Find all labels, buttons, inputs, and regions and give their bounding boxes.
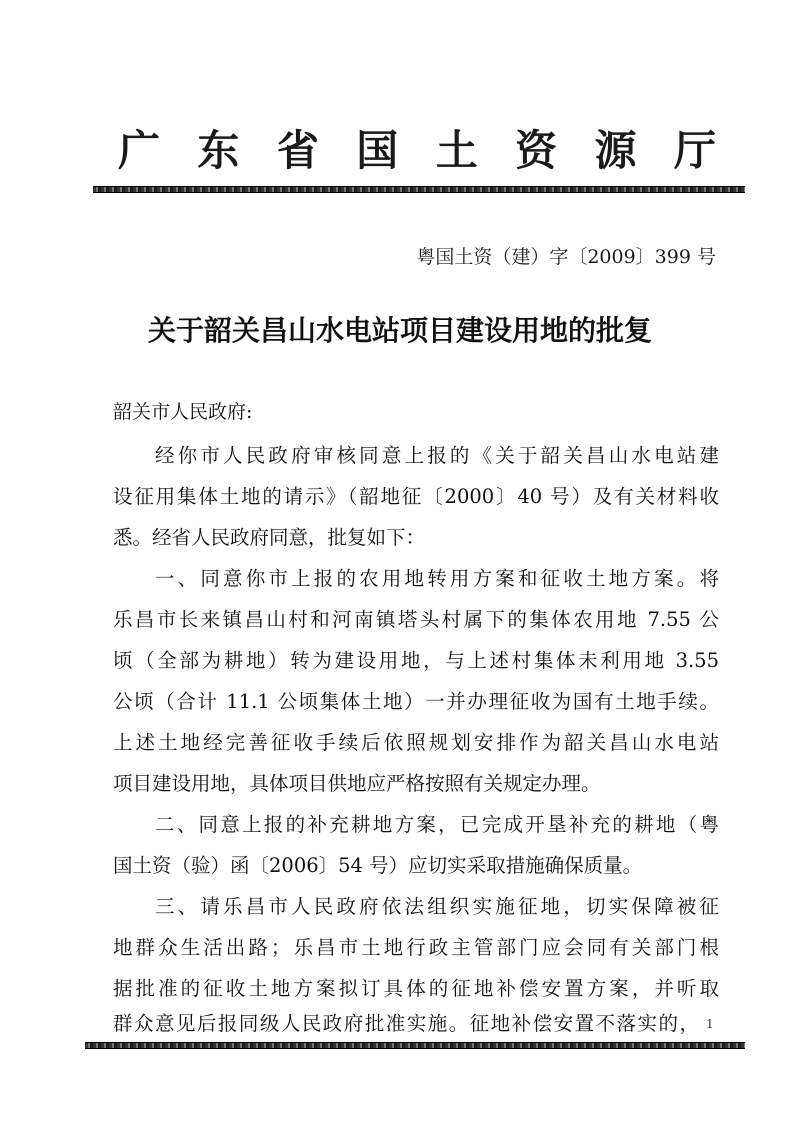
body-line: 乐昌市长来镇昌山村和河南镇塔头村属下的集体农用地 7.55 公	[113, 608, 719, 631]
page-number: 1	[706, 1017, 714, 1031]
body-line: 经你市人民政府审核同意上报的《关于韶关昌山水电站建	[155, 444, 719, 467]
salutation: 韶关市人民政府:	[113, 401, 253, 423]
body-line: 据批准的征收土地方案拟订具体的征地补偿安置方案，并听取	[113, 977, 719, 1000]
org-char: 东	[197, 126, 242, 175]
footer-divider	[85, 1042, 745, 1049]
org-char: 广	[118, 126, 163, 175]
org-char: 省	[276, 126, 321, 175]
body-line: 地群众生活出路；乐昌市土地行政主管部门应会同有关部门根	[113, 936, 719, 959]
document-title: 关于韶关昌山水电站项目建设用地的批复	[147, 314, 652, 347]
body-line: 设征用集体土地的请示》（韶地征〔2000〕40 号）及有关材料收	[113, 485, 719, 508]
org-char: 国	[356, 126, 401, 175]
org-char: 厅	[673, 126, 718, 175]
body-line: 二、同意上报的补充耕地方案，已完成开垦补充的耕地（粤	[155, 813, 719, 836]
body-line: 群众意见后报同级人民政府批准实施。征地补偿安置不落实的，	[113, 1012, 699, 1035]
org-char: 资	[515, 126, 560, 175]
body-line: 国土资（验）函〔2006〕54 号）应切实采取措施确保质量。	[113, 854, 643, 877]
body-line: 上述土地经完善征收手续后依照规划安排作为韶关昌山水电站	[113, 731, 719, 754]
document-number: 粤国土资（建）字〔2009〕399 号	[416, 246, 716, 268]
body-line: 三、请乐昌市人民政府依法组织实施征地，切实保障被征	[155, 895, 719, 918]
body-line: 一、同意你市上报的农用地转用方案和征收土地方案。将	[155, 567, 719, 590]
org-char: 源	[594, 126, 639, 175]
org-char: 土	[435, 126, 480, 175]
body-line: 公顷（合计 11.1 公顷集体土地）一并办理征收为国有土地手续。	[113, 690, 719, 713]
organization-header	[118, 118, 718, 178]
header-divider	[93, 186, 745, 193]
body-line: 项目建设用地，具体项目供地应严格按照有关规定办理。	[113, 772, 601, 795]
body-line: 悉。经省人民政府同意，批复如下：	[113, 526, 426, 549]
body-line: 顷（全部为耕地）转为建设用地，与上述村集体未利用地 3.55	[113, 649, 719, 672]
